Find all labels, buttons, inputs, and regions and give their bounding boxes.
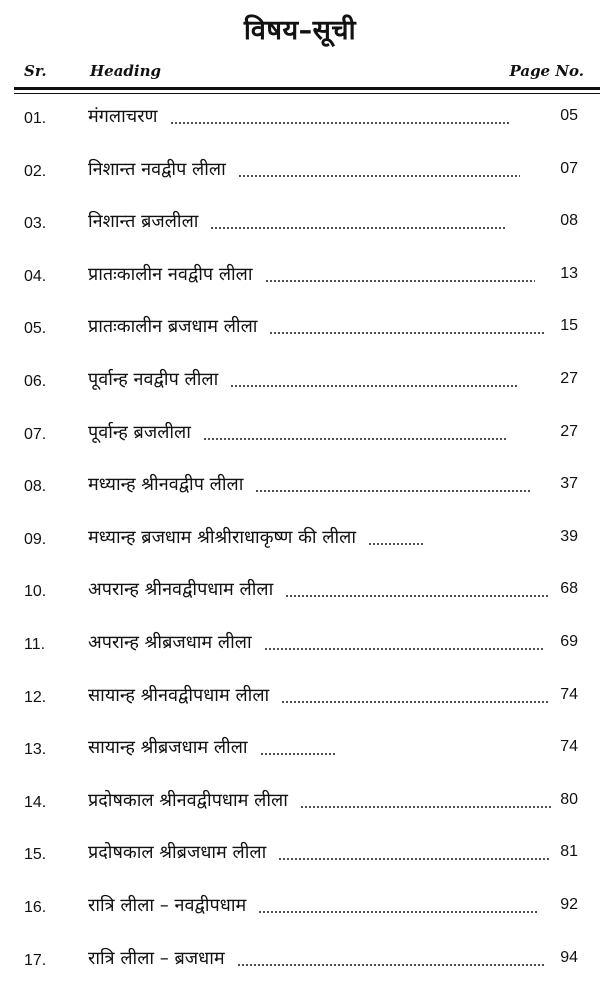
entry-heading-text: रात्रि लीला – ब्रजधाम xyxy=(88,947,225,969)
dot-leader xyxy=(368,543,425,545)
entry-serial: 04. xyxy=(24,267,47,285)
entry-heading-text: अपरान्ह श्रीनवद्वीपधाम लीला xyxy=(88,579,274,601)
entry-heading-text: प्रातःकालीन ब्रजधाम लीला xyxy=(88,316,258,338)
table-row xyxy=(0,353,600,406)
dot-leader xyxy=(238,175,520,177)
table-row xyxy=(0,143,600,196)
entry-heading xyxy=(88,788,551,812)
entry-page-number: 39 xyxy=(560,527,578,545)
entry-page-number: 05 xyxy=(560,107,578,124)
entry-heading-text: प्रदोषकाल श्रीब्रजधाम लीला xyxy=(88,842,267,864)
entry-heading-text: रात्रि लीला – नवद्वीपधाम xyxy=(88,894,247,916)
entry-serial: 12. xyxy=(24,688,47,706)
entry-serial: 02. xyxy=(24,162,47,180)
entry-heading-text: निशान्त ब्रजलीला xyxy=(88,211,199,233)
entry-serial: 13. xyxy=(24,741,47,759)
dot-leader xyxy=(264,648,544,650)
entry-page-number: 68 xyxy=(560,580,578,598)
table-row xyxy=(0,879,600,932)
dot-leader xyxy=(265,280,535,282)
entry-heading xyxy=(88,893,537,917)
entry-heading xyxy=(88,420,506,444)
dot-leader xyxy=(285,595,550,597)
entry-serial: 07. xyxy=(24,425,47,443)
table-row xyxy=(0,826,600,879)
entry-page-number: 08 xyxy=(560,212,578,230)
entry-heading xyxy=(88,104,510,128)
dot-leader xyxy=(170,122,510,124)
entry-serial: 01. xyxy=(24,110,47,127)
dot-leader xyxy=(203,438,506,440)
entry-heading xyxy=(88,735,336,759)
entry-heading-text: मध्यान्ह श्रीनवद्वीप लीला xyxy=(88,474,244,496)
entry-page-number: 80 xyxy=(560,790,578,808)
entry-serial: 17. xyxy=(24,951,47,969)
entry-heading xyxy=(88,683,549,707)
entry-heading xyxy=(88,630,544,654)
table-row xyxy=(0,458,600,511)
entry-heading xyxy=(88,525,425,549)
dot-leader xyxy=(237,964,545,966)
entry-heading-text: पूर्वान्ह ब्रजलीला xyxy=(88,421,191,443)
dot-leader xyxy=(300,806,551,808)
entry-serial: 16. xyxy=(24,898,47,916)
entry-heading-text: मध्यान्ह ब्रजधाम श्रीश्रीराधाकृष्ण की लीला xyxy=(88,526,357,548)
dot-leader xyxy=(278,858,551,860)
table-row xyxy=(0,300,600,353)
entry-page-number: 74 xyxy=(560,738,578,756)
table-row xyxy=(0,721,600,774)
entry-page-number: 27 xyxy=(560,422,578,440)
table-row xyxy=(0,563,600,616)
entry-serial: 11. xyxy=(24,635,46,653)
entry-page-number: 69 xyxy=(560,632,578,650)
entry-serial: 05. xyxy=(24,320,47,338)
table-row xyxy=(0,669,600,722)
table-row xyxy=(0,195,600,248)
entry-heading-text: मंगलाचरण xyxy=(88,106,158,127)
entry-page-number: 27 xyxy=(560,369,578,387)
entry-page-number: 13 xyxy=(560,264,578,282)
entry-heading xyxy=(88,946,545,970)
table-row xyxy=(0,511,600,564)
page-title: विषय–सूची xyxy=(243,15,357,46)
entry-heading-text: प्रदोषकाल श्रीनवद्वीपधाम लीला xyxy=(88,789,288,811)
entry-serial: 06. xyxy=(24,372,47,390)
entry-page-number: 15 xyxy=(560,317,578,335)
entry-serial: 09. xyxy=(24,530,47,548)
dot-leader xyxy=(230,385,519,387)
entry-heading-text: अपरान्ह श्रीब्रजधाम लीला xyxy=(88,631,252,653)
entry-page-number: 37 xyxy=(560,475,578,493)
entry-serial: 15. xyxy=(24,846,47,864)
contents-list xyxy=(0,90,600,984)
entry-page-number: 07 xyxy=(560,159,578,177)
entry-heading-text: निशान्त नवद्वीप लीला xyxy=(88,158,226,180)
entry-heading xyxy=(88,840,551,864)
entry-page-number: 94 xyxy=(560,948,578,966)
entry-heading-text: प्रातःकालीन नवद्वीप लीला xyxy=(88,263,253,285)
entry-heading xyxy=(88,262,535,286)
entry-heading xyxy=(88,157,520,181)
dot-leader xyxy=(260,753,336,755)
entry-heading-text: पूर्वान्ह नवद्वीप लीला xyxy=(88,368,219,390)
entry-heading xyxy=(88,209,507,233)
entry-page-number: 74 xyxy=(560,685,578,703)
dot-leader xyxy=(281,701,549,703)
entry-heading-text: सायान्ह श्रीनवद्वीपधाम लीला xyxy=(88,684,270,706)
entry-serial: 14. xyxy=(24,793,47,811)
dot-leader xyxy=(269,332,544,334)
entry-serial: 10. xyxy=(24,583,47,601)
entry-page-number: 92 xyxy=(560,895,578,913)
table-row xyxy=(0,90,600,143)
entry-serial: 08. xyxy=(24,478,47,496)
table-row xyxy=(0,774,600,827)
dot-leader xyxy=(258,911,537,913)
entry-heading xyxy=(88,577,550,601)
table-row xyxy=(0,406,600,459)
entry-heading-text: सायान्ह श्रीब्रजधाम लीला xyxy=(88,737,248,759)
column-header-sr: Sr. xyxy=(24,62,47,80)
entry-heading xyxy=(88,367,519,391)
column-header-heading: Heading xyxy=(90,62,162,80)
table-row xyxy=(0,248,600,301)
table-row xyxy=(0,616,600,669)
dot-leader xyxy=(210,227,507,229)
entry-heading xyxy=(88,472,530,496)
table-row xyxy=(0,932,600,985)
entry-page-number: 81 xyxy=(560,843,578,861)
column-header-page: Page No. xyxy=(509,62,584,80)
entry-heading xyxy=(88,314,544,338)
dot-leader xyxy=(255,490,530,492)
entry-serial: 03. xyxy=(24,215,47,233)
